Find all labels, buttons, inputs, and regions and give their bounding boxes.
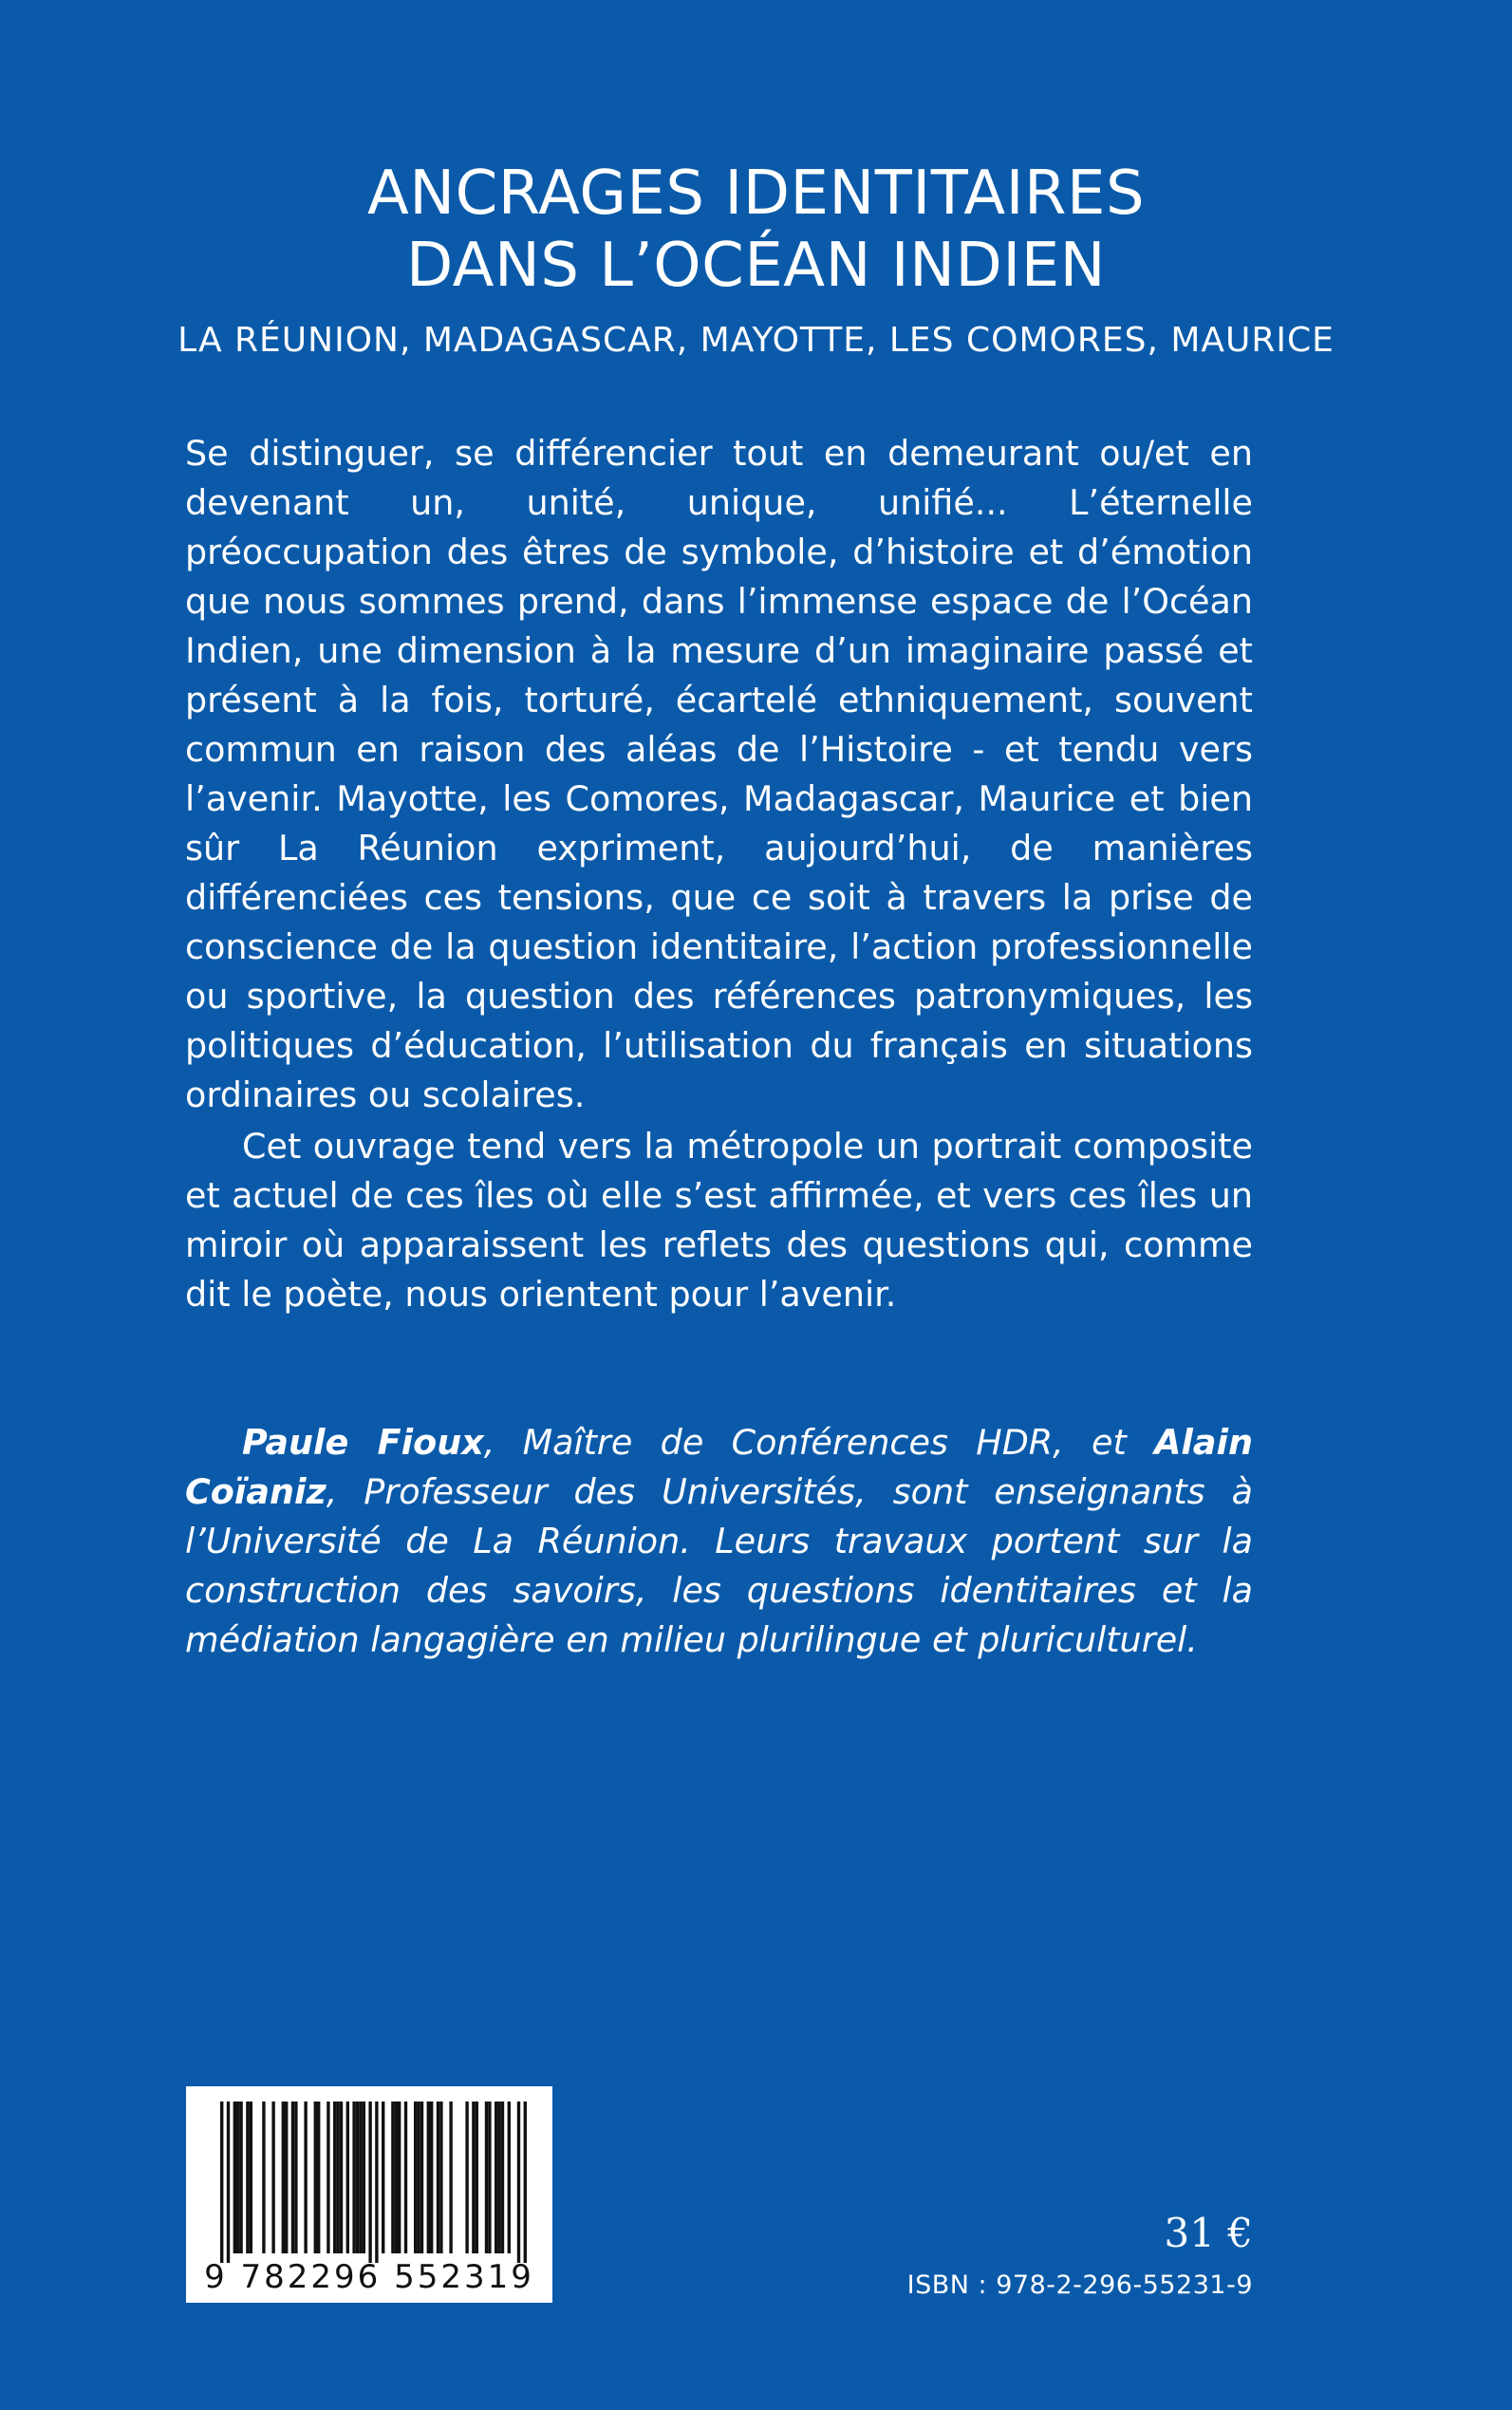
barcode-bar [465, 2102, 468, 2253]
barcode-bar [476, 2102, 478, 2253]
barcode-bar [417, 2102, 420, 2253]
author-bio-rest: , Professeur des Universités, sont enseignants à l’Université de La Réunion. Leurs travaux portent sur la construction des savoirs, les questions identitaires et la médiation langagière en milieu plurilingue et pluriculturel. [185, 1471, 1253, 1660]
barcode-bar [246, 2102, 249, 2253]
barcode-bar [368, 2102, 371, 2263]
barcode-bar [227, 2102, 230, 2263]
price: 31 € [1164, 2210, 1253, 2256]
barcode-bar [359, 2102, 362, 2253]
barcode-bar [508, 2102, 511, 2253]
barcode-bar [236, 2102, 239, 2253]
barcode-bar [427, 2102, 430, 2253]
barcode-bar [262, 2102, 265, 2253]
blurb-paragraph-2: Cet ouvrage tend vers la métropole un portrait composite et actuel de ces îles où elle s’est affirmée, et vers ces îles un miroir où apparaissent les reflets des questions qui, comme dit le poète, nous orientent pour l’avenir. [185, 1126, 1253, 1315]
barcode-bar [495, 2102, 497, 2253]
barcode-bar [391, 2102, 394, 2253]
barcode-bar [233, 2102, 236, 2253]
blurb-paragraph-1: Se distinguer, se différencier tout en demeurant ou/et en devenant un, unité, unique, unifié... L’éternelle préoccupation des êtres de symbole, d’histoire et d’émotion que nous sommes prend, dans l’immense espace de l’Océan Indien, une dimension à la mesure d’un imaginaire passé et présent à la fois, torturé, écartelé ethniquement, souvent commun en raison des aléas de l’Histoire - et tendu vers l’avenir. Mayotte, les Comores, Madagascar, Maurice et bien sûr La Réunion expriment, aujourd’hui, de manières différenciées ces tensions, que ce soit à travers la prise de conscience de la question identitaire, l’action professionnelle ou sportive, la question des références patronymiques, les politiques d’éducation, l’utilisation du français en situations ordinaires ou scolaires. [185, 433, 1253, 1115]
barcode-bar [271, 2102, 274, 2253]
barcode-bar [282, 2102, 285, 2253]
barcode-bar [327, 2102, 329, 2253]
barcode-bar [285, 2102, 288, 2253]
barcode-bar [333, 2102, 336, 2253]
author-bio [185, 1418, 1253, 1665]
author-2-name: Alain Coïaniz [185, 1422, 1253, 1512]
author-1-role: , Maître de Conférences HDR, et [483, 1422, 1155, 1463]
barcode-bar [524, 2102, 527, 2263]
barcode-bar [439, 2102, 442, 2253]
barcode-bar [501, 2102, 504, 2253]
author-1-name: Paule Fioux [242, 1422, 484, 1463]
book-subtitle: LA RÉUNION, MADAGASCAR, MAYOTTE, LES COMORES, MAURICE [177, 321, 1335, 360]
barcode-bar [517, 2102, 520, 2263]
barcode-bar [404, 2102, 407, 2253]
barcode-bar [340, 2102, 343, 2253]
barcode-bar [352, 2102, 355, 2253]
barcode-digits: 9 782296 552319 [204, 2258, 534, 2296]
barcode-bar [395, 2102, 398, 2253]
blurb [185, 429, 1253, 1319]
barcode-bar [420, 2102, 423, 2253]
barcode-bar [304, 2102, 307, 2253]
barcode-bar [317, 2102, 320, 2253]
barcode-bar [398, 2102, 401, 2253]
barcode-bar [472, 2102, 475, 2253]
barcode-bar [314, 2102, 317, 2253]
barcode-bar [250, 2102, 252, 2253]
book-title-line-2: DANS L’OCÉAN INDIEN [406, 231, 1106, 301]
barcode-bar [382, 2102, 384, 2253]
isbn: ISBN : 978-2-296-55231-9 [906, 2270, 1253, 2300]
barcode-bar [346, 2102, 349, 2253]
barcode-bar [363, 2102, 365, 2253]
book-title-line-1: ANCRAGES IDENTITAIRES [366, 159, 1146, 229]
barcode-bar [449, 2102, 452, 2253]
barcode-bar [414, 2102, 417, 2253]
barcode-bar [220, 2102, 223, 2263]
barcode-bar [437, 2102, 439, 2253]
barcode [186, 2086, 552, 2303]
barcode-bar [291, 2102, 294, 2253]
barcode-bar [488, 2102, 491, 2253]
barcode-bar [336, 2102, 339, 2253]
barcode-bar [294, 2102, 297, 2253]
barcode-bar [239, 2102, 242, 2253]
barcode-bar [430, 2102, 433, 2253]
barcode-bar [485, 2102, 488, 2253]
barcode-bar [356, 2102, 359, 2253]
barcode-bar [497, 2102, 500, 2253]
barcode-bar [375, 2102, 378, 2263]
